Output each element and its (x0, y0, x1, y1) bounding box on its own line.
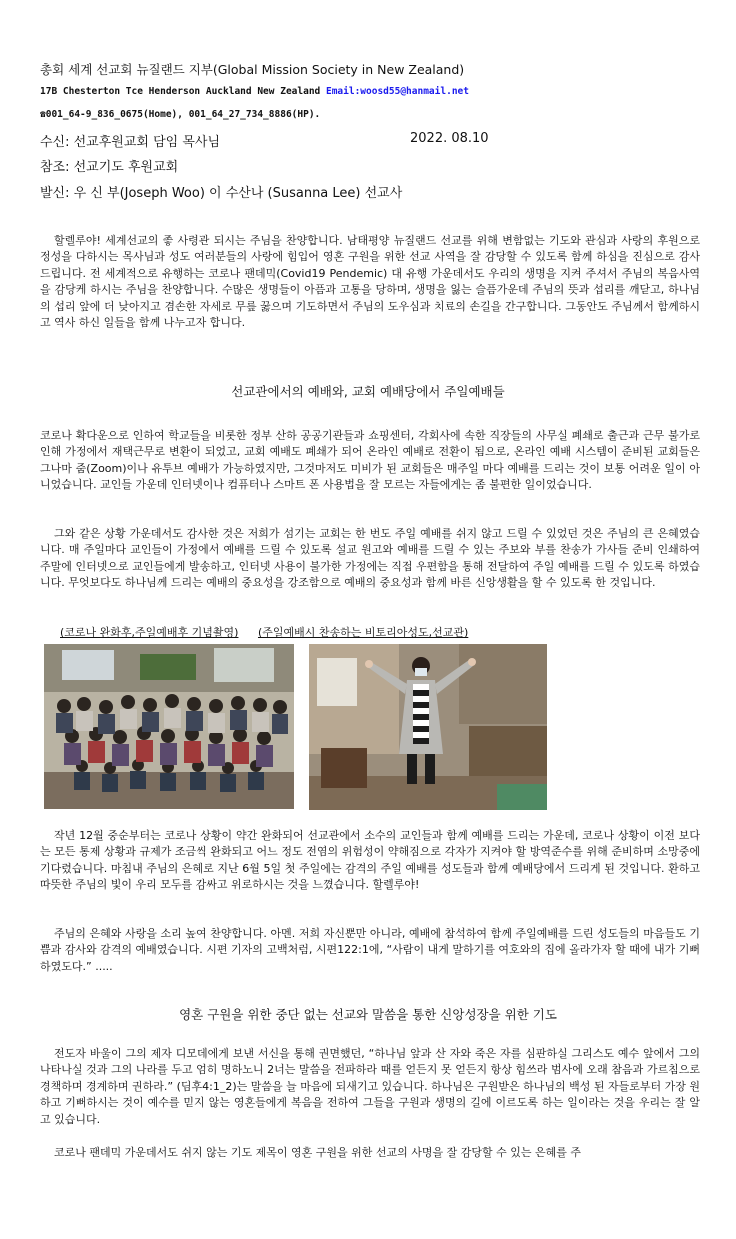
section-heading-worship: 선교관에서의 예배와, 교회 예배당에서 주일예배들 (231, 384, 505, 399)
section2-paragraph-2 (40, 926, 700, 975)
section1-paragraph-1: 코로나 확다운으로 인하여 학교들을 비롯한 정부 산하 공공기관들과 쇼핑센터, 각회사에 속한 직장들의 사무실 폐쇄로 출근과 근무 불가로 인해 가정에서 재택근무로 변환이 되었고, 교회 예배도 폐쇄가 되어 온라인 예배로 전환이 됨으로, 온라인 예배 시스템이 준비된 교회들은 그나마 줌(Zoom)이나 유투브 예배가 가능하였지만, 그것마저도 미비가 된 교회들은 매주일 마다 예배를 드리는 것이 보통 어려운 일이 아니었습니다. 교인들 가운데 인터넷이나 컴퓨터나 스마트 폰 사용법을 잘 모르는 자들에게는 좀 불편한 일이었습니다. (40, 429, 700, 492)
recipient-line: 수신: 선교후원교회 담임 목사님 (40, 135, 221, 150)
letter-date: 2022. 08.10 (410, 131, 489, 146)
section3-paragraph-1 (40, 1046, 700, 1128)
group-photo-image (44, 644, 294, 809)
phone-line: ☎001_64-9_836_0675(Home), 001_64_27_734_8886(HP). (40, 109, 321, 120)
singing-photo-image (309, 644, 547, 810)
section1-paragraph-2-text: 그와 같은 상황 가운데서도 감사한 것은 저희가 섬기는 교회는 한 번도 주일 예배를 쉬지 않고 드릴 수 있었던 것은 주님의 큰 은혜였습니다. 매 주일마다 교인들이 가정에서 예배를 드릴 수 있도록 설교 원고와 예배를 드릴 수 있는 주보와 부를 찬송가 가사들 준비 인쇄하여 주말에 인터넷으로 교인들에게 발송하고, 인터넷 사용이 불가한 가정에는 직접 우편함을 통해 전달하여 주일 예배를 드릴 수 있도록 하였습니다. 무엇보다도 하나님께 드리는 예배의 중요성을 강조함으로 예배의 중요성과 함께 바른 신앙생활을 할 수 있도록 한 것입니다. (40, 527, 700, 590)
reference-line: 참조: 선교기도 후원교회 (40, 160, 179, 175)
singing-photo (309, 644, 547, 810)
section3-paragraph-2-text: 코로나 팬데믹 가운데서도 쉬지 않는 기도 제목이 영혼 구원을 위한 선교의 사명을 잘 감당할 수 있는 은혜를 주 (54, 1146, 581, 1159)
address-line (40, 84, 469, 100)
address-text: 17B Chesterton Tce Henderson Auckland New Zealand (40, 86, 326, 97)
intro-text: 할렐루야! 세계선교의 좋 사령관 되시는 주님을 찬양합니다. 남태평양 뉴질랜드 선교를 위해 변함없는 기도와 관심과 사랑의 후원으로 정성을 다하시는 목사님과 성도 여러분들의 사랑에 힘입어 영혼 구원을 위한 선교 사역을 잘 감당할 수 있도록 함께 하심을 진심으로 감사드립니다. 전 세계적으로 유행하는 코로나 팬데믹(Covid19 Pendemic) 대 유행 가운데서도 우리의 생명을 지켜 주셔서 주님의 복음사역을 감당케 하시는 주님을 찬양합니다. 수많은 생명들이 아픔과 고통을 당하며, 생명을 잃는 슬픔가운데 주님의 뜻과 섭리를 깨닫고, 하나님의 섭리 앞에 더 낮아지고 겸손한 자세로 무릎 꿇으며 기도하면서 주님의 도우심과 치료의 손길을 간구합니다. 그동안도 주님께서 함께하시고 역사 하신 일들을 함께 나누고자 합니다. (40, 234, 700, 330)
email-link[interactable]: Email:woosd55@hanmail.net (325, 86, 469, 97)
photo-captions (60, 624, 484, 640)
section-heading-prayer: 영혼 구원을 위한 중단 없는 선교와 말씀을 통한 신앙성장을 위한 기도 (179, 1007, 557, 1022)
caption-left: (코로나 완화후,주일예배후 기념촬영) (60, 626, 239, 639)
section3-paragraph-1-text: 전도자 바울이 그의 제자 디모데에게 보낸 서신을 통해 권면했던, “하나님 앞과 산 자와 죽은 자를 심판하실 그리스도 예수 앞에서 그의 나타나실 것과 그의 나라를 두고 엄히 명하노니 2너는 말씀을 전파하라 때를 얻든지 못 얻든지 항상 힘쓰라 범사에 오래 참음과 가르침으로 경책하며 경계하며 권하라.” (딤후4:1_2)는 말씀을 늘 마음에 되새기고 있습니다. 하나님은 구원받은 하나님의 백성 된 자들로부터 가장 원하고 기뻐하시는 것이 예수를 믿지 않는 영혼들에게 복음을 전하여 그들을 구원과 생명의 길에 이르도록 하는 일이라는 것을 우리는 잘 알고 있습니다. (40, 1047, 700, 1126)
section2-paragraph-2-text: 주님의 은혜와 사랑을 소리 높여 찬양합니다. 아멘. 저희 자신뿐만 아니라, 예배에 참석하여 함께 주일예배를 드린 성도들의 마음들도 기쁨과 감사와 감격의 예배였습니다. 시편 기자의 고백처럼, 시편122:1에, “사람이 내게 말하기를 여호와의 집에 올라가자 할 때에 내가 기뻐하였도다.” ..... (40, 927, 700, 973)
group-photo (44, 644, 294, 809)
caption-right: (주일예배시 찬송하는 비토리아성도,선교관) (257, 626, 469, 639)
section2-paragraph-1-text: 작년 12월 중순부터는 코로나 상황이 약간 완화되어 선교관에서 소수의 교인들과 함께 예배를 드리는 가운데, 코로나 상황이 이전 보다는 모든 통제 상황과 규제가 조금씩 완화되고 어느 정도 전염의 위험성이 약해짐으로 각자가 지켜야 할 방역준수를 위해 준비하며 소망중에 기다렸습니다. 마침내 주님의 은혜로 지난 6월 5일 첫 주일에는 감격의 주일 예배를 성도들과 함께 예배당에서 드리게 된 것입니다. 환하고 따뜻한 주님의 빛이 우리 모두를 감싸고 위로하시는 것을 느꼈습니다. 할렐루야! (40, 829, 700, 892)
org-title: 총회 세계 선교회 뉴질랜드 지부(Global Mission Society in New Zealand) (40, 62, 465, 77)
intro-paragraph (40, 233, 700, 331)
sender-line: 발신: 우 신 부(Joseph Woo) 이 수산나 (Susanna Lee) 선교사 (40, 186, 403, 201)
section3-paragraph-2 (40, 1145, 700, 1161)
section2-paragraph-1 (40, 828, 700, 894)
section1-paragraph-2 (40, 526, 700, 592)
